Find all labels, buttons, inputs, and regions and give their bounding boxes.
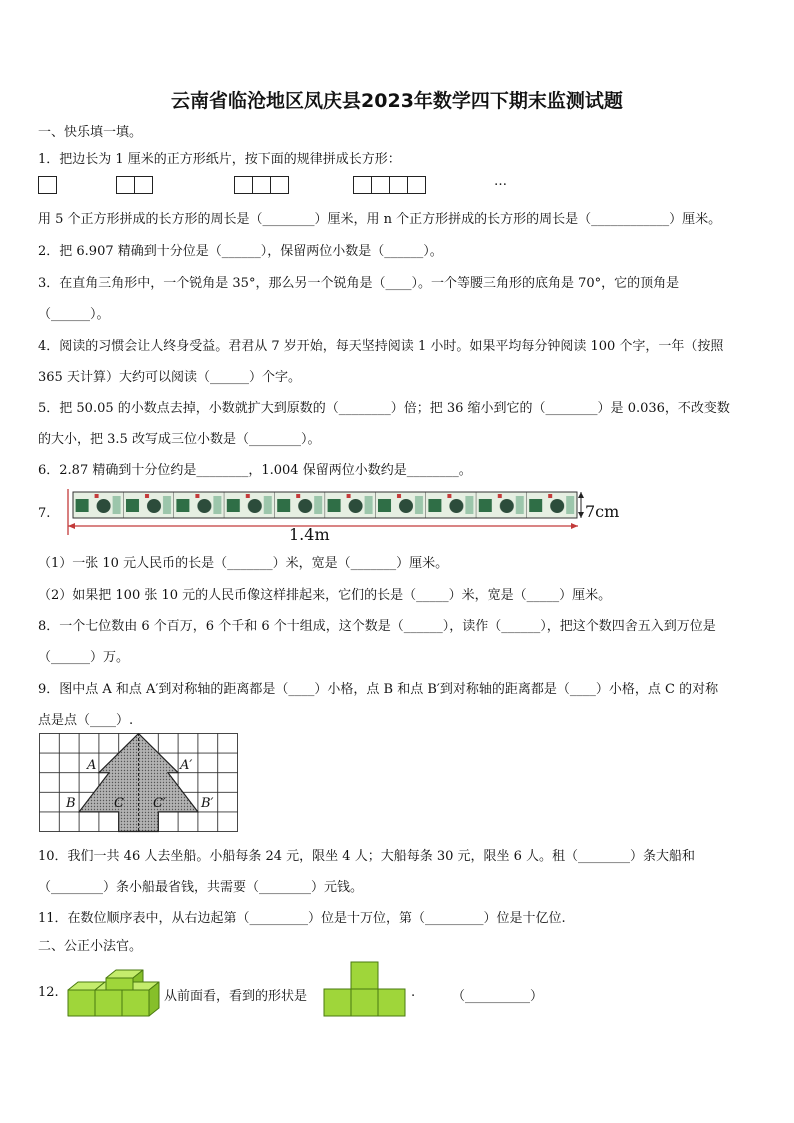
- page-title: 云南省临沧地区凤庆县2023年数学四下期末监测试题: [171, 90, 623, 112]
- q12-dot: .: [411, 985, 416, 1000]
- square-4a: [353, 176, 372, 194]
- q6-text: 6．2.87 精确到十分位约是________，1.004 保留两位小数约是________。: [38, 463, 472, 478]
- q1-prompt: 1．把边长为 1 厘米的正方形纸片，按下面的规律拼成长方形：: [38, 152, 401, 167]
- label-C: C: [114, 796, 124, 811]
- q7-sub2: （2）如果把 100 张 10 元的人民币像这样排起来，它们的长是（_____）米，宽是（_____）厘米。: [38, 588, 612, 603]
- square-4c: [389, 176, 408, 194]
- q12-number: 12.: [38, 985, 59, 1000]
- square-4d: [407, 176, 426, 194]
- q3-line1: 3．在直角三角形中，一个锐角是 35°，那么另一个锐角是（____）。一个等腰三角形的底角是 70°，它的顶角是: [38, 276, 680, 291]
- q9-line1: 9．图中点 A 和点 A′到对称轴的距离都是（____）小格，点 B 和点 B′到对称轴的距离都是（____）小格，点 C 的对称: [38, 682, 719, 697]
- q8-line1: 8．一个七位数由 6 个百万，6 个千和 6 个十组成，这个数是（______），读作（______），把这个数四舍五入到万位是: [38, 619, 716, 634]
- q7-sub1: （1）一张 10 元人民币的长是（_______）米，宽是（_______）厘米。: [38, 556, 449, 571]
- front-view-shape: [322, 960, 408, 1018]
- q7-number: 7.: [38, 506, 51, 521]
- q1-ellipsis: …: [494, 174, 507, 189]
- q4-line1: 4．阅读的习惯会让人终身受益。君君从 7 岁开始，每天坚持阅读 1 小时。如果平均每分钟阅读 100 个字，一年（按照: [38, 339, 724, 354]
- q2-text: 2．把 6.907 精确到十分位是（______），保留两位小数是（______）。: [38, 244, 443, 259]
- label-C-prime: C′: [153, 796, 166, 811]
- q10-line2: （________）条小船最省钱，共需要（________）元钱。: [38, 880, 364, 895]
- q9-line2: 点是点（____）.: [38, 713, 134, 728]
- section-1-heading: 一、快乐填一填。: [38, 125, 143, 140]
- banknote-strip: [73, 492, 577, 518]
- cube-stack-figure: [66, 968, 164, 1020]
- label-A-prime: A′: [180, 758, 193, 773]
- length-label: 1.4m: [289, 525, 330, 544]
- label-B-prime: B′: [201, 796, 214, 811]
- q5-line2: 的大小，把 3.5 改写成三位小数是（________）。: [38, 432, 321, 447]
- label-B: B: [66, 796, 76, 811]
- square-2b: [134, 176, 153, 194]
- square-4b: [371, 176, 390, 194]
- square-3a: [234, 176, 253, 194]
- square-3c: [270, 176, 289, 194]
- q12-answer-blank[interactable]: （__________）: [452, 989, 544, 1004]
- q1-question: 用 5 个正方形拼成的长方形的周长是（________）厘米，用 n 个正方形拼成的长方形的周长是（____________）厘米。: [38, 212, 722, 227]
- q4-line2: 365 天计算）大约可以阅读（______）个字。: [38, 370, 301, 385]
- section-2-heading: 二、公正小法官。: [38, 939, 143, 954]
- q12-text: 从前面看，看到的形状是: [164, 989, 308, 1004]
- q10-line1: 10．我们一共 46 人去坐船。小船每条 24 元，限坐 4 人；大船每条 30 元，限坐 6 人。租（________）条大船和: [38, 849, 696, 864]
- square-1: [38, 176, 57, 194]
- label-A: A: [87, 758, 97, 773]
- square-2a: [116, 176, 135, 194]
- q3-line2: （______）。: [38, 307, 110, 322]
- q8-line2: （______）万。: [38, 650, 130, 665]
- q5-line1: 5．把 50.05 的小数点去掉，小数就扩大到原数的（________）倍；把 36 缩小到它的（________）是 0.036，不改变数: [38, 401, 730, 416]
- square-3b: [252, 176, 271, 194]
- banknote-strip-figure: [60, 487, 630, 543]
- width-label: 7cm: [585, 502, 620, 521]
- symmetry-grid-figure: [39, 733, 239, 833]
- q11-text: 11．在数位顺序表中，从右边起第（_________）位是十万位，第（_________）位是十亿位.: [38, 911, 566, 926]
